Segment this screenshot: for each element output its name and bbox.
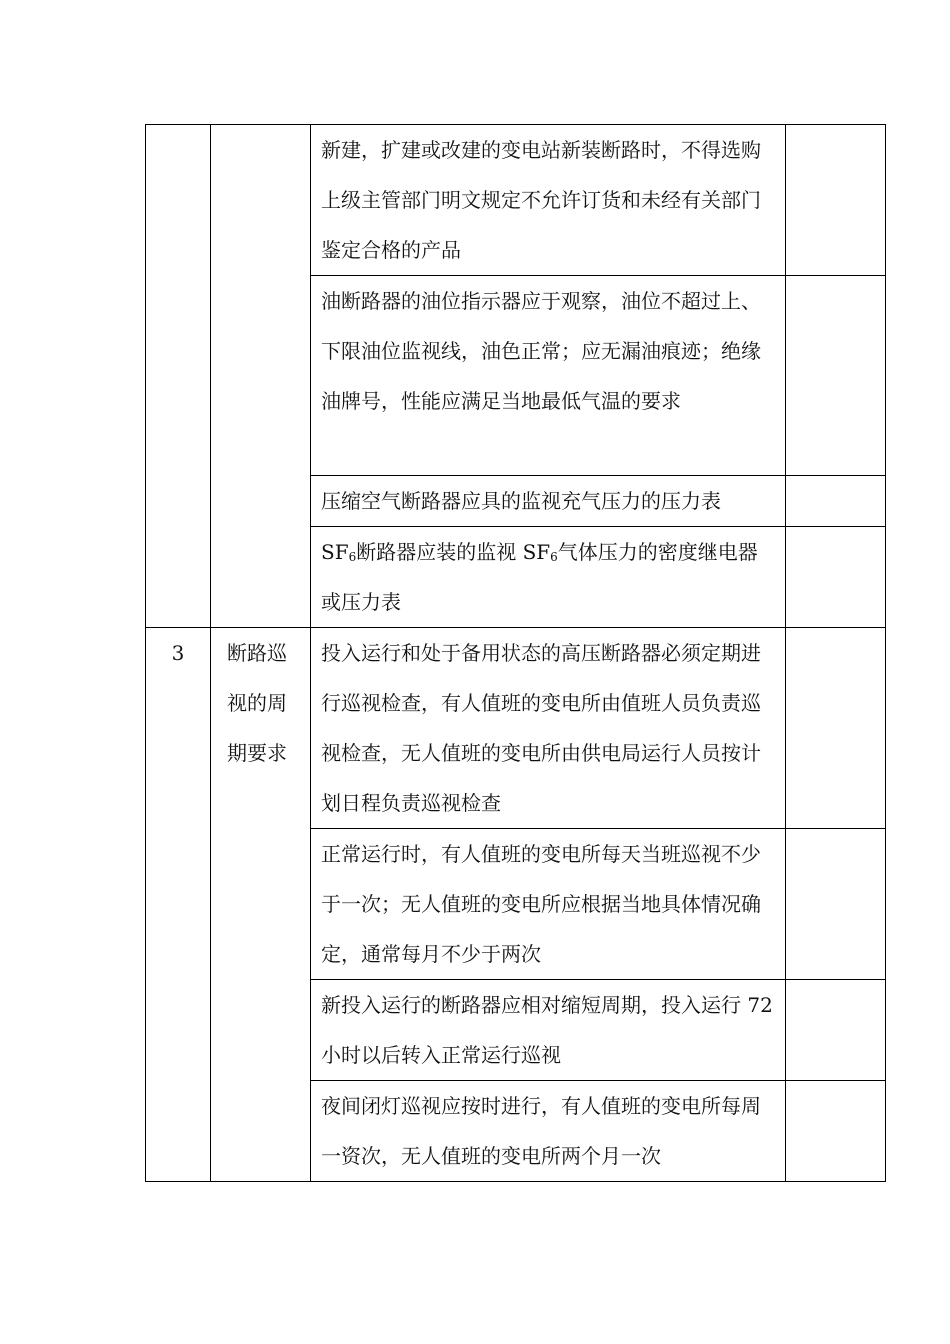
item-title-cell [211, 125, 311, 628]
table-row [146, 125, 886, 276]
requirement-cell [311, 980, 786, 1081]
check-cell [786, 628, 886, 829]
check-cell [786, 829, 886, 980]
sf-label: SF [321, 540, 349, 564]
check-cell [786, 125, 886, 276]
requirement-text: 压缩空气断路器应具的监视充气压力的压力表 [321, 489, 721, 513]
requirement-text: 新建，扩建或改建的变电站新装断路时，不得选购上级主管部门明文规定不允许订货和未经有关部门鉴定合格的产品 [321, 138, 761, 262]
requirement-cell [311, 476, 786, 527]
item-number-cell [146, 628, 211, 1182]
item-number: 3 [171, 641, 185, 665]
requirement-cell [311, 125, 786, 276]
subscript-6: 6 [348, 550, 357, 564]
requirement-text: 投入运行和处于备用状态的高压断路器必须定期进行巡视检查，有人值班的变电所由值班人员负责巡视检查，无人值班的变电所由供电局运行人员按计划日程负责巡视检查 [321, 641, 761, 815]
sf-label: SF [522, 540, 551, 564]
requirement-text-tail: 气体压力的密度继电器或压力表 [321, 540, 758, 614]
requirement-cell [311, 829, 786, 980]
requirement-cell [311, 527, 786, 628]
requirement-cell [311, 628, 786, 829]
check-cell [786, 980, 886, 1081]
table-row [146, 628, 886, 829]
requirement-text: 夜间闭灯巡视应按时进行，有人值班的变电所每周一资次，无人值班的变电所两个月一次 [321, 1094, 761, 1168]
requirement-text: 正常运行时，有人值班的变电所每天当班巡视不少于一次；无人值班的变电所应根据当地具体情况确定，通常每月不少于两次 [321, 842, 761, 966]
requirement-cell [311, 1081, 786, 1182]
check-cell [786, 476, 886, 527]
requirement-cell [311, 276, 786, 476]
requirement-text: 油断路器的油位指示器应于观察，油位不超过上、下限油位监视线，油色正常；应无漏油痕迹；绝缘油牌号，性能应满足当地最低气温的要求 [321, 289, 761, 413]
check-cell [786, 276, 886, 476]
requirement-text-mid: 断路器应装的监视 [356, 540, 523, 564]
check-cell [786, 1081, 886, 1182]
requirement-text: 新投入运行的断路器应相对缩短周期，投入运行 72 小时以后转入正常运行巡视 [321, 993, 773, 1067]
item-number-cell [146, 125, 211, 628]
requirements-table [145, 124, 886, 1182]
subscript-6: 6 [550, 550, 558, 564]
check-cell [786, 527, 886, 628]
item-title-cell [211, 628, 311, 1182]
requirement-text [321, 527, 775, 627]
item-title: 断路巡视的周期要求 [227, 641, 287, 765]
